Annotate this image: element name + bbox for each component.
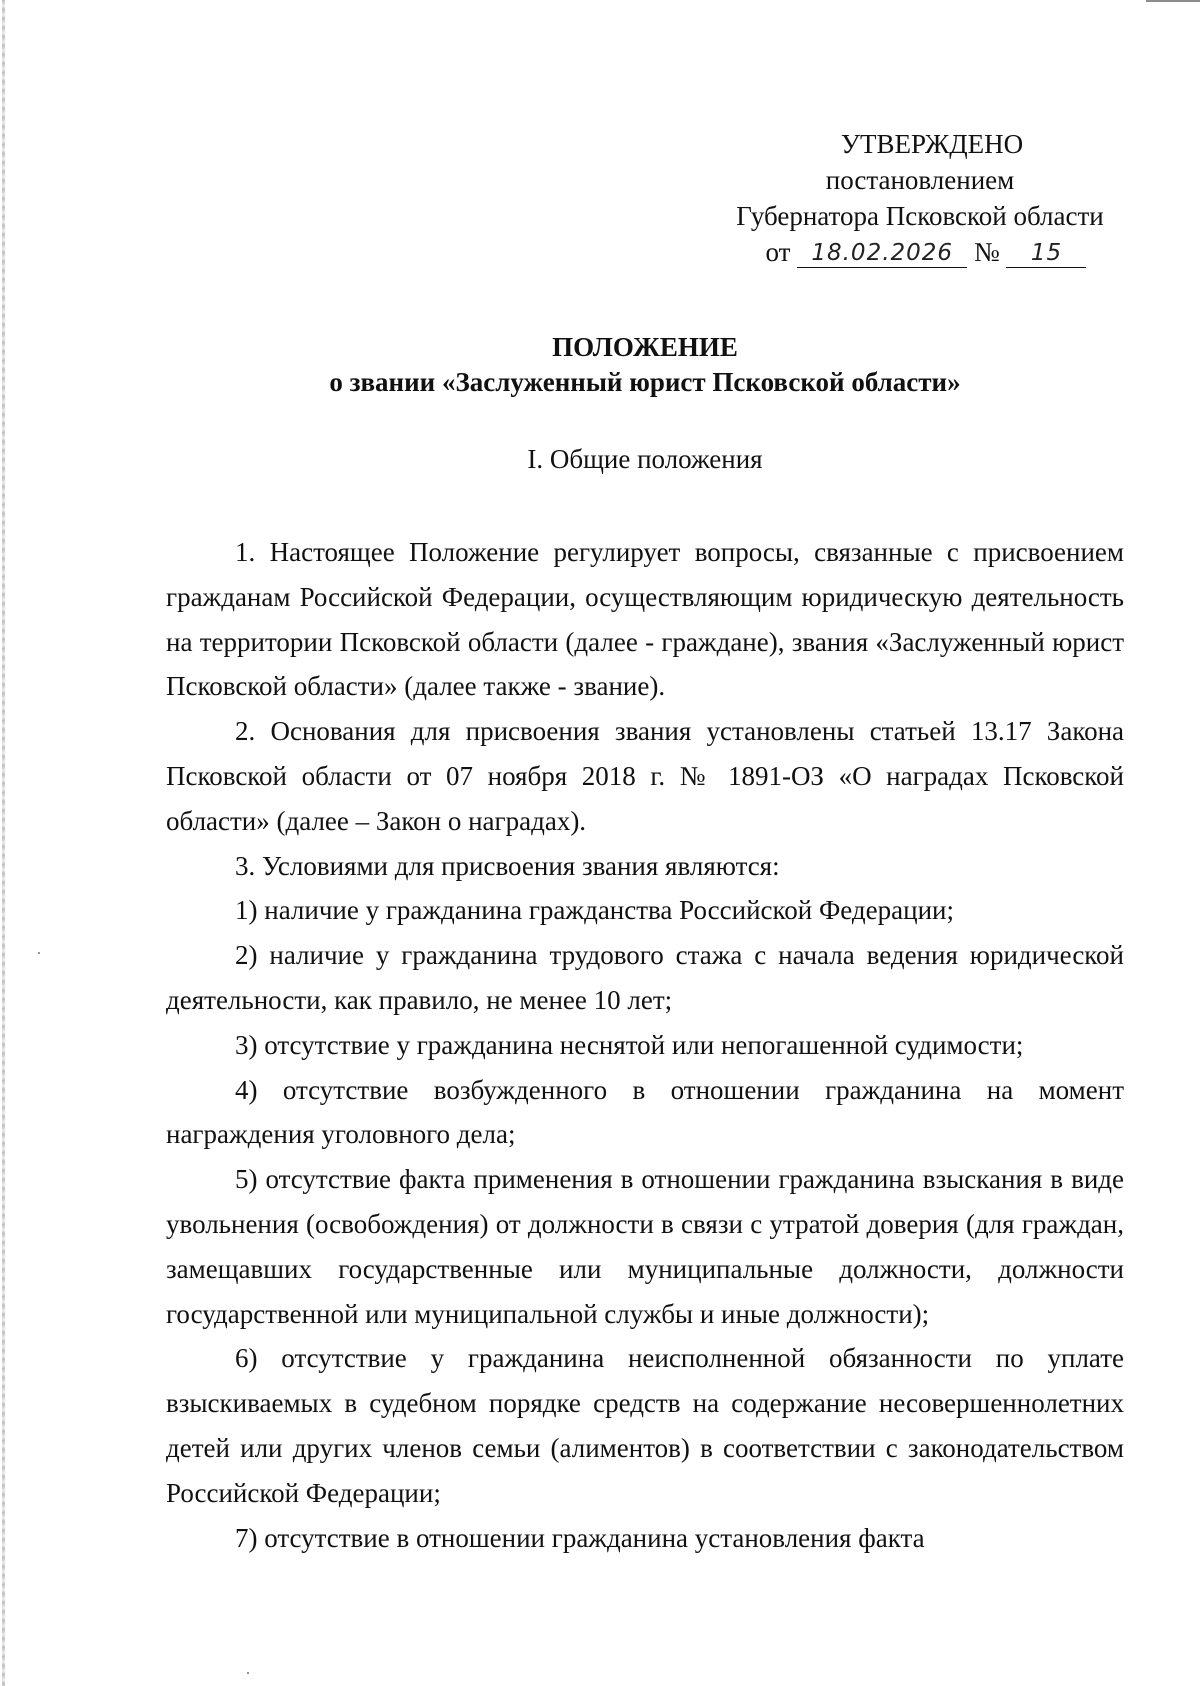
handwritten-number: 15 [1006,239,1086,268]
list-item-5: 5) отсутствие факта применения в отношении гражданина взыскания в виде увольнения (освобождения) от должности в связи с утратой доверия (для граждан, замещавших государственные или муниципальные должности, должности государственной или муниципальной службы и иные должности); [166,1164,1124,1329]
document-subtitle: о звании «Заслуженный юрист Псковской области» [329,367,961,397]
paragraph-2: 2. Основания для присвоения звания установлены статьей 13.17 Закона Псковской области от 07 ноября 2018 г. № 1891-ОЗ «О наградах Псковской области» (далее – Закон о наградах). [166,716,1124,836]
scan-speck [247,1672,249,1674]
document-body [166,530,1124,1560]
list-item-4: 4) отсутствие возбужденного в отношении гражданина на момент награждения уголовного дела; [166,1074,1124,1150]
section-title: I. Общие положения [527,444,763,474]
paragraph-1: 1. Настоящее Положение регулирует вопросы, связанные с присвоением гражданам Российской Федерации, осуществляющим юридическую деятельность на территории Псковской области (далее - граждане), звания «Заслуженный юрист Псковской области» (далее также - звание). [166,537,1124,702]
approval-date-row [710,234,1130,270]
paragraph-3: 3. Условиями для присвоения звания являются: [235,850,780,881]
scan-edge-left [2,0,5,1686]
list-item-2: 2) наличие у гражданина трудового стажа с начала ведения юридической деятельности, как правило, не менее 10 лет; [166,940,1124,1015]
list-item-6: 6) отсутствие у гражданина неисполненной обязанности по уплате взыскиваемых в судебном порядке средств на содержание несовершеннолетних детей или других членов семьи (алиментов) в соответствии с законодательством Российской Федерации; [166,1343,1124,1508]
approval-line-governor: Губернатора Псковской области [736,201,1104,231]
list-item-7: 7) отсутствие в отношении гражданина установления факта [235,1522,925,1553]
approval-line-resolution: постановлением [825,165,1015,195]
approval-number-sign: № [973,237,1000,267]
handwritten-date: 18.02.2026 [797,239,967,268]
approval-title: УТВЕРЖДЕНО [840,129,1024,159]
approval-stamp-block [710,126,1130,270]
scan-speck [38,952,40,954]
approval-date-prefix: от [765,237,791,267]
document-heading [165,330,1125,400]
list-item-1: 1) наличие у гражданина гражданства Российской Федерации; [235,895,954,926]
scan-edge-top-right [1146,0,1200,2]
list-item-3: 3) отсутствие у гражданина неснятой или непогашенной судимости; [235,1029,1024,1060]
document-title: ПОЛОЖЕНИЕ [552,332,738,362]
